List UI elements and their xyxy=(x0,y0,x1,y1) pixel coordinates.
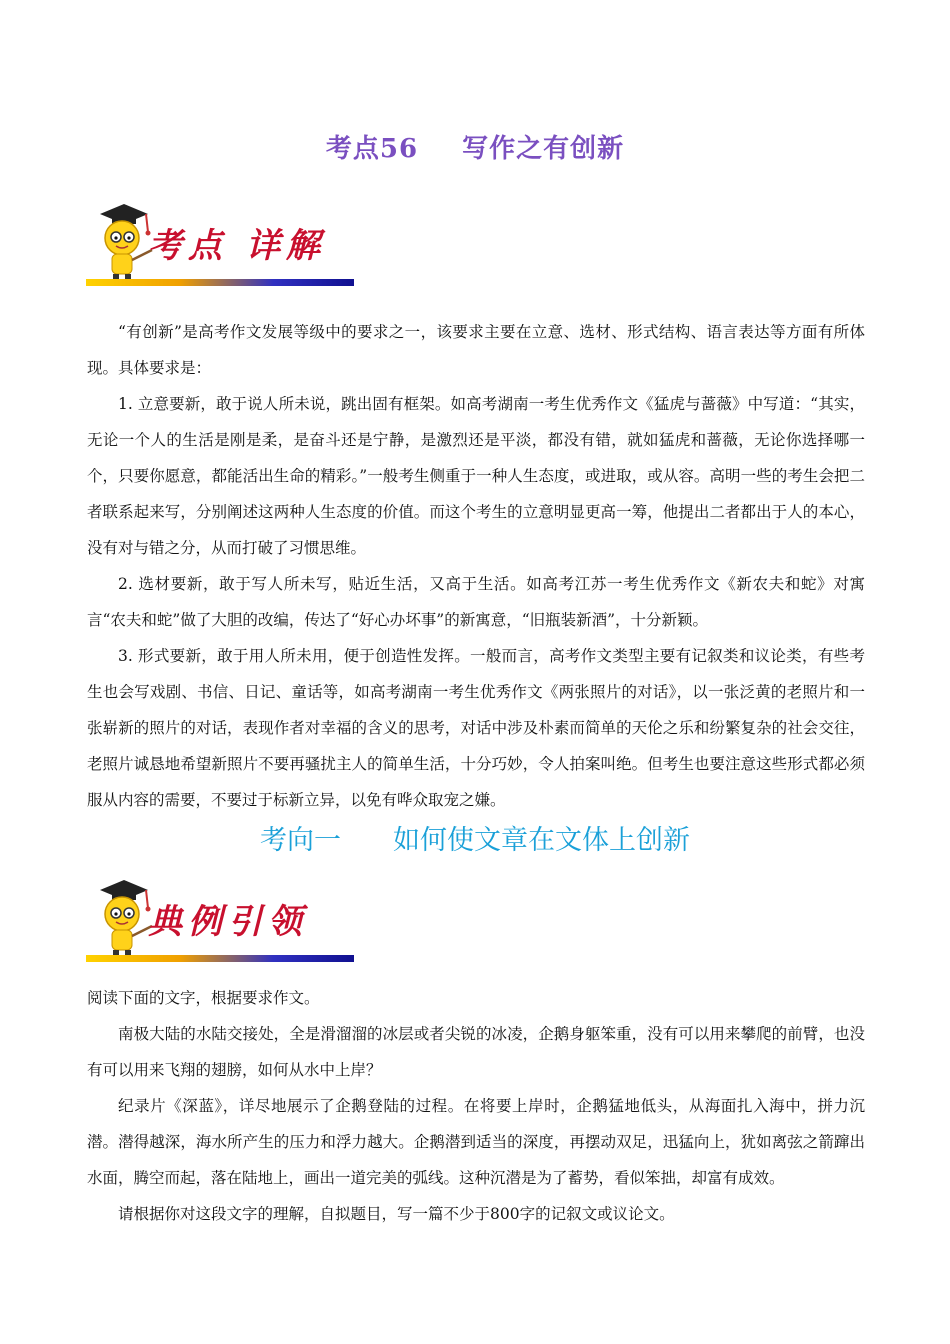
page-title-text: 写作之有创新 xyxy=(462,134,625,164)
paragraph-point-2: 2. 选材要新，敢于写人所未写，贴近生活，又高于生活。如高考江苏一考生优秀作文《新农夫和蛇》对寓言“农夫和蛇”做了大胆的改编，传达了“好心办坏事”的新寓意，“旧瓶装新酒”，十分新颖。 xyxy=(87,575,865,629)
paragraph-intro: “有创新”是高考作文发展等级中的要求之一，该要求主要在立意、选材、形式结构、语言表达等方面有所体现。具体要求是： xyxy=(87,323,865,377)
example-paragraph-2: 纪录片《深蓝》，详尽地展示了企鹅登陆的过程。在将要上岸时，企鹅猛地低头，从海面扎入海中，拼力沉潜。潜得越深，海水所产生的压力和浮力越大。企鹅潜到适当的深度，再摆动双足，迅猛向上，犹如离弦之箭蹿出水面，腾空而起，落在陆地上，画出一道完美的弧线。这种沉潜是为了蓄势，看似笨拙，却富有成效。 xyxy=(87,1097,865,1187)
banner-underline xyxy=(86,279,354,286)
section-banner-kaodian xyxy=(86,192,356,292)
subheading-title: 如何使文章在文体上创新 xyxy=(393,825,690,856)
section-banner-dianli xyxy=(86,868,356,968)
page-title-code: 考点56 xyxy=(325,134,419,164)
example-intro: 阅读下面的文字，根据要求作文。 xyxy=(87,989,320,1007)
scholar-mascot-icon xyxy=(86,868,156,968)
paragraph-point-3: 3. 形式要新，敢于用人所未用，便于创造性发挥。一般而言，高考作文类型主要有记叙类和议论类，有些考生也会写戏剧、书信、日记、童话等，如高考湖南一考生优秀作文《两张照片的对话》，以一张泛黄的老照片和一张崭新的照片的对话，表现作者对幸福的含义的思考，对话中涉及朴素而简单的天伦之乐和纷繁复杂的社会交往，老照片诚恳地希望新照片不要再骚扰主人的简单生活，十分巧妙，令人拍案叫绝。但考生也要注意这些形式都必须服从内容的需要，不要过于标新立异，以免有哗众取宠之嫌。 xyxy=(87,647,865,809)
banner-label: 典例引领 xyxy=(148,902,308,942)
subheading-code: 考向一 xyxy=(260,825,341,856)
example-paragraph-1: 南极大陆的水陆交接处，全是滑溜溜的冰层或者尖锐的冰凌，企鹅身躯笨重，没有可以用来攀爬的前臂，也没有可以用来飞翔的翅膀，如何从水中上岸？ xyxy=(87,1025,865,1079)
section-body xyxy=(87,314,865,818)
example-paragraph-3: 请根据你对这段文字的理解，自拟题目，写一篇不少于800字的记叙文或议论文。 xyxy=(118,1205,675,1223)
banner-underline xyxy=(86,955,354,962)
paragraph-point-1: 1. 立意要新，敢于说人所未说，跳出固有框架。如高考湖南一考生优秀作文《猛虎与蔷薇》中写道：“其实，无论一个人的生活是刚是柔，是奋斗还是宁静，是激烈还是平淡，都没有错，就如猛虎和蔷薇，无论你选择哪一个，只要你愿意，都能活出生命的精彩。”一般考生侧重于一种人生态度，或进取，或从容。高明一些的考生会把二者联系起来写，分别阐述这两种人生态度的价值。而这个考生的立意明显更高一筹，他提出二者都出于人的本心，没有对与错之分，从而打破了习惯思维。 xyxy=(87,395,865,557)
example-body xyxy=(87,980,865,1232)
scholar-mascot-icon xyxy=(86,192,156,292)
banner-label: 考点 详解 xyxy=(148,226,326,266)
subheading xyxy=(0,818,950,857)
page-title xyxy=(0,128,950,165)
